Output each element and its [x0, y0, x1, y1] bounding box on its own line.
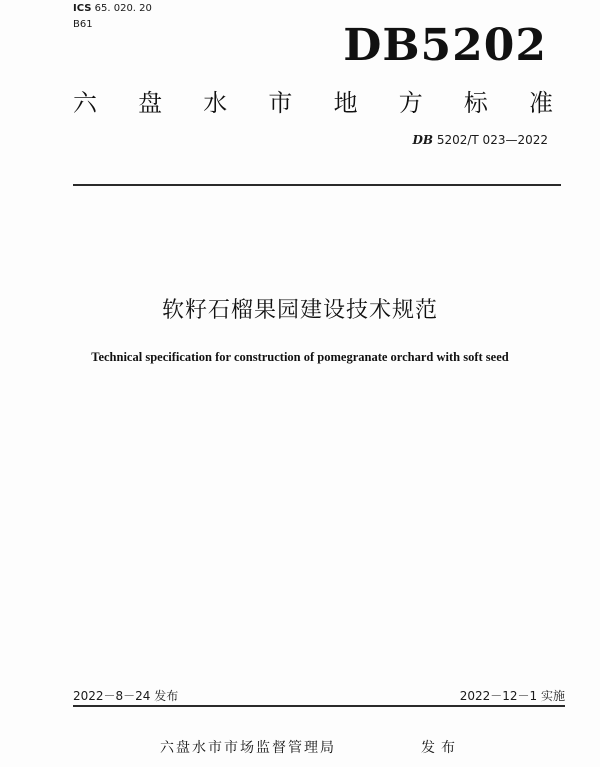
ics-code [73, 3, 152, 15]
title-chinese: 软籽石榴果园建设技术规范 [161, 298, 438, 323]
standard-type-heading [73, 88, 553, 118]
standard-number [412, 133, 548, 147]
standard-type-char: 准 [528, 89, 553, 117]
standard-big-code: DB5202 [343, 20, 547, 71]
standard-type-char: 地 [333, 89, 358, 117]
standard-type-char: 水 [203, 89, 228, 117]
ics-label: ICS [73, 3, 92, 14]
standard-number-prefix: DB [412, 133, 433, 147]
standard-number-rest: 5202/T 023—2022 [436, 133, 548, 147]
footer-divider [73, 705, 565, 707]
standard-type-char: 盘 [138, 89, 163, 117]
header-divider [73, 184, 561, 186]
standard-type-char: 六 [73, 89, 97, 117]
standard-type-char: 方 [398, 89, 423, 117]
classification-code: B61 [73, 19, 93, 30]
title-english: Technical specification for construction of pomegranate orchard with soft seed [91, 350, 509, 364]
standard-type-char: 市 [268, 89, 293, 117]
standard-type-char: 标 [463, 89, 488, 117]
publish-label: 发布 [421, 740, 461, 756]
issue-date: 2022－8－24 发布 [73, 689, 179, 703]
implementation-date: 2022－12－1 实施 [459, 689, 565, 703]
ics-number: 65. 020. 20 [94, 3, 152, 14]
publisher-name: 六盘水市市场监督管理局 [160, 740, 336, 756]
